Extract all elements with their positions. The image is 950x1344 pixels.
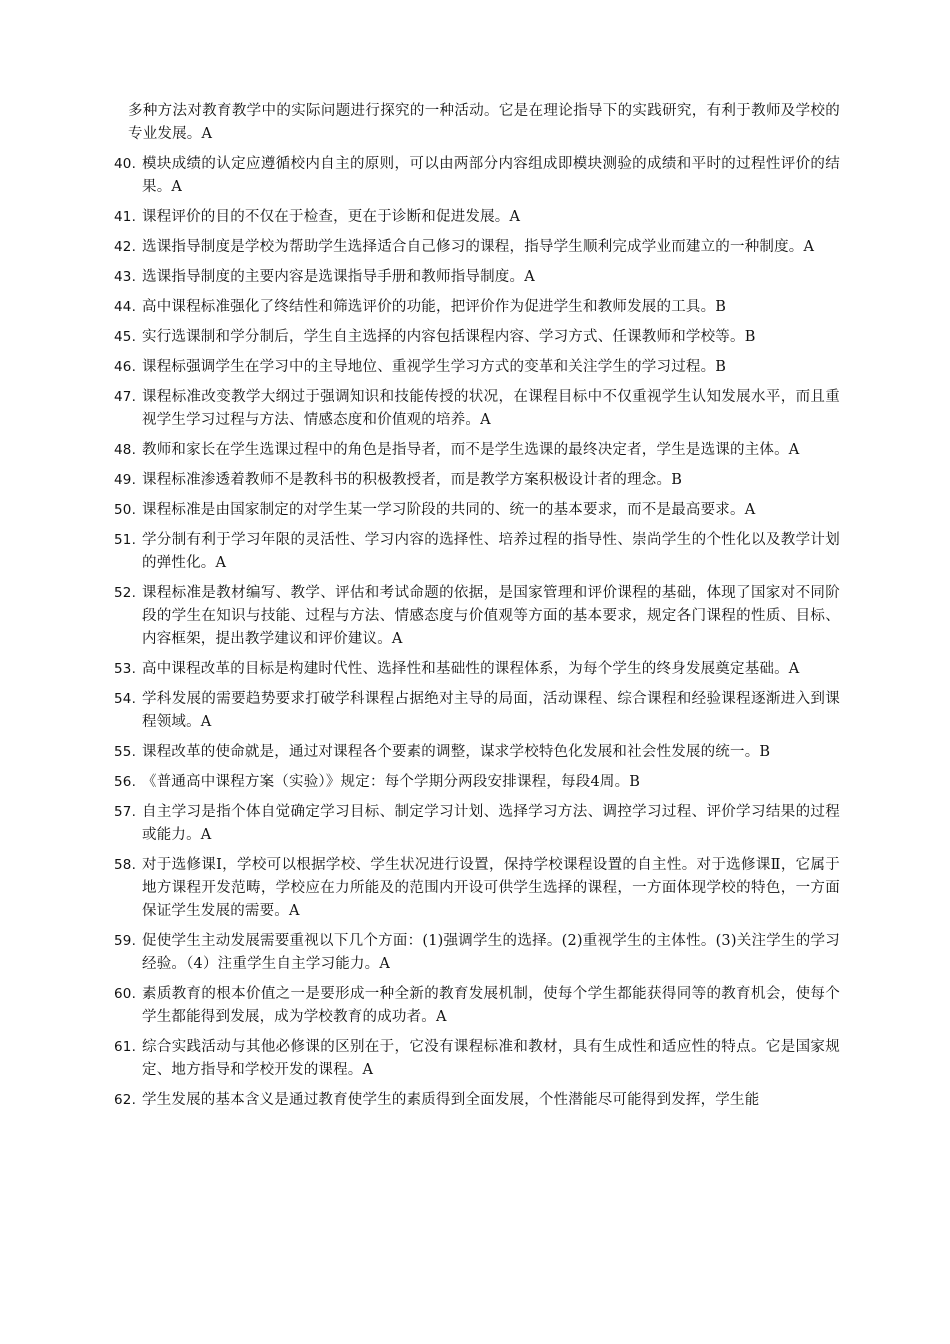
list-item: [114, 930, 840, 976]
item-number: 45.: [114, 329, 137, 345]
list-item: [114, 386, 840, 432]
item-number: 57.: [114, 804, 137, 820]
item-text: 高中课程改革的目标是构建时代性、选择性和基础性的课程体系，为每个学生的终身发展奠定基础。A: [142, 661, 800, 677]
item-text: 课程标强调学生在学习中的主导地位、重视学生学习方式的变革和关注学生的学习过程。B: [142, 359, 727, 375]
item-text: 选课指导制度的主要内容是选课指导手册和教师指导制度。A: [142, 269, 535, 285]
item-number: 52.: [114, 585, 137, 601]
list-item: [114, 439, 840, 462]
item-number: 56.: [114, 774, 137, 790]
item-text: 学生发展的基本含义是通过教育使学生的素质得到全面发展，个性潜能尽可能得到发挥，学生能: [142, 1092, 760, 1108]
item-number: 55.: [114, 744, 137, 760]
item-number: 41.: [114, 209, 137, 225]
item-text: 素质教育的根本价值之一是要形成一种全新的教育发展机制，使每个学生都能获得同等的教育机会，使每个学生都能得到发展，成为学校教育的成功者。A: [142, 986, 840, 1025]
item-number: 62.: [114, 1092, 137, 1108]
item-number: 44.: [114, 299, 137, 315]
item-number: 60.: [114, 986, 137, 1002]
item-number: 46.: [114, 359, 137, 375]
item-number: 47.: [114, 389, 137, 405]
list-item: [114, 1036, 840, 1082]
item-number: 61.: [114, 1039, 137, 1055]
item-text: 学分制有利于学习年限的灵活性、学习内容的选择性、培养过程的指导性、崇尚学生的个性化以及教学计划的弹性化。A: [142, 532, 840, 571]
list-item: [114, 741, 840, 764]
item-number: 53.: [114, 661, 137, 677]
item-text: 多种方法对教育教学中的实际问题进行探究的一种活动。它是在理论指导下的实践研究，有利于教师及学校的专业发展。A: [128, 103, 840, 142]
list-item: [114, 1089, 840, 1112]
item-number: 49.: [114, 472, 137, 488]
list-item: [114, 100, 840, 146]
item-text: 模块成绩的认定应遵循校内自主的原则，可以由两部分内容组成即模块测验的成绩和平时的过程性评价的结果。A: [142, 156, 840, 195]
list-item: [114, 529, 840, 575]
list-item: [114, 356, 840, 379]
item-text: 选课指导制度是学校为帮助学生选择适合自己修习的课程，指导学生顺利完成学业而建立的一种制度。A: [142, 239, 815, 255]
item-number: 40.: [114, 156, 137, 172]
list-item: [114, 499, 840, 522]
item-text: 课程标准是教材编写、教学、评估和考试命题的依据，是国家管理和评价课程的基础，体现了国家对不同阶段的学生在知识与技能、过程与方法、情感态度与价值观等方面的基本要求，规定各门课程的性质、目标、内容框架，提出教学建议和评价建议。A: [142, 585, 840, 647]
item-text: 高中课程标准强化了终结性和筛选评价的功能，把评价作为促进学生和教师发展的工具。B: [142, 299, 727, 315]
item-number: 51.: [114, 532, 137, 548]
list-item: [114, 658, 840, 681]
list-item: [114, 983, 840, 1029]
item-text: 学科发展的需要趋势要求打破学科课程占据绝对主导的局面，活动课程、综合课程和经验课程逐渐进入到课程领域。A: [142, 691, 840, 730]
list-item: [114, 236, 840, 259]
question-list: [114, 100, 840, 1119]
list-item: [114, 688, 840, 734]
item-number: 54.: [114, 691, 137, 707]
list-item: [114, 582, 840, 651]
item-number: 42.: [114, 239, 137, 255]
list-item: [114, 469, 840, 492]
item-number: 50.: [114, 502, 137, 518]
list-item: [114, 326, 840, 349]
list-item: [114, 266, 840, 289]
item-text: 课程标准渗透着教师不是教科书的积极教授者，而是教学方案积极设计者的理念。B: [142, 472, 683, 488]
item-text: 课程标准是由国家制定的对学生某一学习阶段的共同的、统一的基本要求，而不是最高要求。A: [142, 502, 756, 518]
list-item: [114, 206, 840, 229]
item-number: 58.: [114, 857, 137, 873]
item-text: 自主学习是指个体自觉确定学习目标、制定学习计划、选择学习方法、调控学习过程、评价学习结果的过程或能力。A: [142, 804, 840, 843]
list-item: [114, 296, 840, 319]
list-item: [114, 854, 840, 923]
item-text: 综合实践活动与其他必修课的区别在于，它没有课程标准和教材，具有生成性和适应性的特点。它是国家规定、地方指导和学校开发的课程。A: [142, 1039, 840, 1078]
item-text: 对于选修课Ⅰ，学校可以根据学校、学生状况进行设置，保持学校课程设置的自主性。对于选修课Ⅱ，它属于地方课程开发范畴，学校应在力所能及的范围内开设可供学生选择的课程，一方面体现学校的特色，一方面保证学生发展的需要。A: [142, 857, 840, 919]
item-text: 教师和家长在学生选课过程中的角色是指导者，而不是学生选课的最终决定者，学生是选课的主体。A: [142, 442, 800, 458]
item-text: 促使学生主动发展需要重视以下几个方面：(1)强调学生的选择。(2)重视学生的主体性。(3)关注学生的学习经验。（4）注重学生自主学习能力。A: [142, 933, 840, 972]
list-item: [114, 801, 840, 847]
item-number: 59.: [114, 933, 137, 949]
item-number: 43.: [114, 269, 137, 285]
item-text: 课程标准改变教学大纲过于强调知识和技能传授的状况，在课程目标中不仅重视学生认知发展水平，而且重视学生学习过程与方法、情感态度和价值观的培养。A: [142, 389, 840, 428]
item-text: 课程改革的使命就是，通过对课程各个要素的调整，谋求学校特色化发展和社会性发展的统一。B: [142, 744, 771, 760]
item-text: 实行选课制和学分制后，学生自主选择的内容包括课程内容、学习方式、任课教师和学校等。B: [142, 329, 756, 345]
item-number: 48.: [114, 442, 137, 458]
item-text: 课程评价的目的不仅在于检查，更在于诊断和促进发展。A: [142, 209, 521, 225]
item-text: 《普通高中课程方案（实验）》规定：每个学期分两段安排课程，每段4周。B: [142, 774, 641, 790]
list-item: [114, 771, 840, 794]
list-item: [114, 153, 840, 199]
